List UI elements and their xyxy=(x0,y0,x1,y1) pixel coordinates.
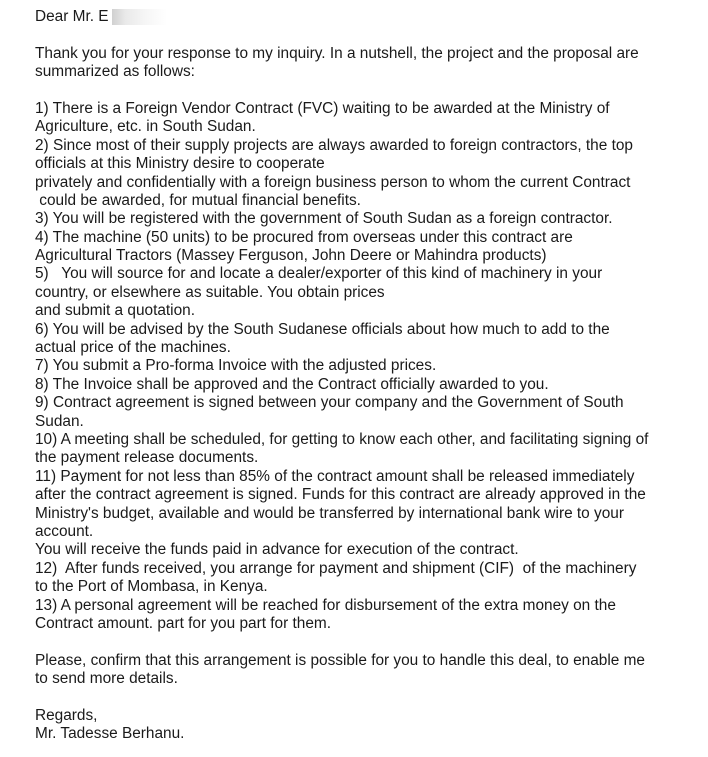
redacted-name-blur xyxy=(112,9,167,25)
list-line: to the Port of Mombasa, in Kenya. xyxy=(35,578,268,596)
regards: Regards, xyxy=(35,706,98,724)
list-line: 10) A meeting shall be scheduled, for getting to know each other, and facilitating signing of xyxy=(35,430,649,448)
spacer xyxy=(35,688,700,706)
list-line: Agriculture, etc. in South Sudan. xyxy=(35,118,256,136)
spacer xyxy=(35,633,700,651)
list-line: the payment release documents. xyxy=(35,449,259,467)
list-line: 13) A personal agreement will be reached for disbursement of the extra money on the xyxy=(35,596,616,614)
list-line: 9) Contract agreement is signed between your company and the Government of South xyxy=(35,394,624,412)
list-line: 12) After funds received, you arrange for payment and shipment (CIF) of the machinery xyxy=(35,559,637,577)
list-line: Ministry's budget, available and would be transferred by international bank wire to your xyxy=(35,504,624,522)
list-line: 11) Payment for not less than 85% of the contract amount shall be released immediately xyxy=(35,467,635,485)
list-line: after the contract agreement is signed. Funds for this contract are already approved in the xyxy=(35,486,646,504)
list-line: 8) The Invoice shall be approved and the Contract officially awarded to you. xyxy=(35,375,549,393)
list-line: 6) You will be advised by the South Sudanese officials about how much to add to the xyxy=(35,320,610,338)
email-body xyxy=(35,8,700,744)
spacer xyxy=(35,26,700,44)
list-line: 1) There is a Foreign Vendor Contract (FVC) waiting to be awarded at the Ministry of xyxy=(35,99,610,117)
list-line: 4) The machine (50 units) to be procured from overseas under this contract are xyxy=(35,228,573,246)
signature: Mr. Tadesse Berhanu. xyxy=(35,725,185,743)
list-line: and submit a quotation. xyxy=(35,302,196,320)
list-line: officials at this Ministry desire to cooperate xyxy=(35,155,325,173)
list-line: could be awarded, for mutual financial benefits. xyxy=(35,191,361,209)
list-line: 7) You submit a Pro-forma Invoice with the adjusted prices. xyxy=(35,357,437,375)
closing-line: Please, confirm that this arrangement is possible for you to handle this deal, to enable me xyxy=(35,651,645,669)
list-line: account. xyxy=(35,522,94,540)
list-line: 3) You will be registered with the government of South Sudan as a foreign contractor. xyxy=(35,210,613,228)
list-line: Sudan. xyxy=(35,412,84,430)
salutation-line xyxy=(35,8,700,26)
list-line: country, or elsewhere as suitable. You obtain prices xyxy=(35,283,385,301)
salutation: Dear Mr. E xyxy=(35,8,109,25)
closing-line: to send more details. xyxy=(35,670,178,688)
list-line: You will receive the funds paid in advance for execution of the contract. xyxy=(35,541,519,559)
list-line: actual price of the machines. xyxy=(35,339,231,357)
intro-line: summarized as follows: xyxy=(35,63,195,81)
proposal-list xyxy=(35,100,700,633)
intro-paragraph xyxy=(35,45,700,82)
list-line: Contract amount. part for you part for them. xyxy=(35,614,331,632)
spacer xyxy=(35,82,700,100)
list-line: 5) You will source for and locate a dealer/exporter of this kind of machinery in your xyxy=(35,265,603,283)
list-line: privately and confidentially with a foreign business person to whom the current Contract xyxy=(35,173,631,191)
closing-paragraph xyxy=(35,652,700,689)
intro-line: Thank you for your response to my inquiry. In a nutshell, the project and the proposal are xyxy=(35,44,639,62)
list-line: Agricultural Tractors (Massey Ferguson, John Deere or Mahindra products) xyxy=(35,247,547,265)
list-line: 2) Since most of their supply projects are always awarded to foreign contractors, the top xyxy=(35,136,633,154)
